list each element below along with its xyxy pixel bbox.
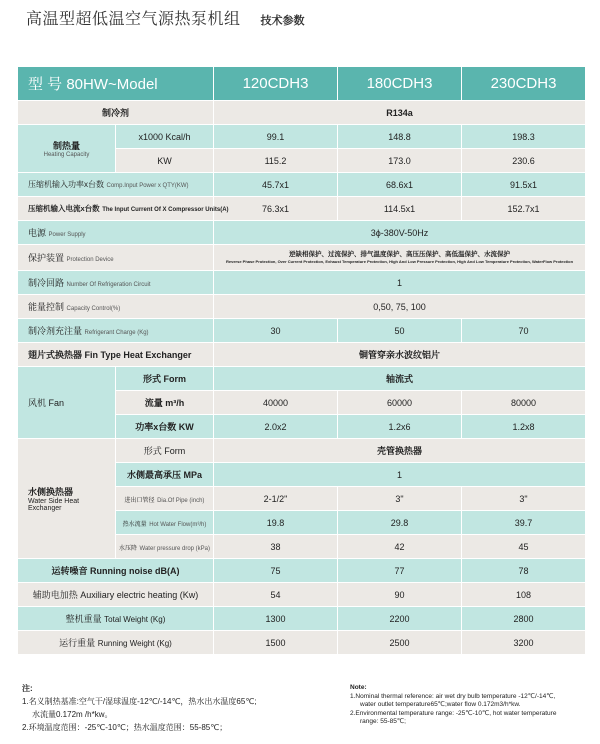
noise-2: 77	[338, 559, 462, 583]
fan-power-3: 1.2x8	[462, 415, 586, 439]
heating-unit-kw: KW	[116, 149, 214, 173]
fan-flow-1: 40000	[214, 391, 338, 415]
fan-power-1: 2.0x2	[214, 415, 338, 439]
fan-power-2: 1.2x6	[338, 415, 462, 439]
running-weight-label: 运行重量 Running Weight (Kg)	[18, 631, 214, 655]
table-row-running-weight	[18, 631, 586, 655]
whx-flow-label: 热水流量 Hot Water Flow(m³/h)	[116, 511, 214, 535]
heating-kcal-1: 99.1	[214, 125, 338, 149]
aux-heating-2: 90	[338, 583, 462, 607]
table-row-heating-kcal	[18, 125, 586, 149]
table-row-fan-form	[18, 367, 586, 391]
whx-pressure-label: 水侧最高承压 MPa	[116, 463, 214, 487]
whx-pressure-value: 1	[214, 463, 586, 487]
whx-drop-3: 45	[462, 535, 586, 559]
noise-label: 运转噪音 Running noise dB(A)	[18, 559, 214, 583]
running-weight-1: 1500	[214, 631, 338, 655]
circuits-label: 制冷回路 Number Of Refrigeration Circuit	[18, 271, 214, 295]
fin-hx-value: 铜管穿亲水波纹铝片	[214, 343, 586, 367]
comp-power-1: 45.7x1	[214, 173, 338, 197]
whx-flow-3: 39.7	[462, 511, 586, 535]
table-row-aux-heating	[18, 583, 586, 607]
charge-3: 70	[462, 319, 586, 343]
model-1: 120CDH3	[214, 67, 338, 101]
heating-kw-2: 173.0	[338, 149, 462, 173]
capacity-control-label: 能量控制 Capacity Control(%)	[18, 295, 214, 319]
total-weight-3: 2800	[462, 607, 586, 631]
table-row-comp-current	[18, 197, 586, 221]
table-row-refrigerant	[18, 101, 586, 125]
aux-heating-1: 54	[214, 583, 338, 607]
whx-pipe-3: 3"	[462, 487, 586, 511]
heating-capacity-label: 制热量 Heating Capacity	[18, 125, 116, 173]
table-row-whx-form	[18, 439, 586, 463]
fan-flow-3: 80000	[462, 391, 586, 415]
spec-table	[17, 66, 586, 655]
whx-drop-label: 水压降 Water pressure drop (kPa)	[116, 535, 214, 559]
model-3: 230CDH3	[462, 67, 586, 101]
charge-label: 制冷剂充注量 Refrigerant Charge (Kg)	[18, 319, 214, 343]
comp-power-3: 91.5x1	[462, 173, 586, 197]
table-header-row	[18, 67, 586, 101]
heating-kw-1: 115.2	[214, 149, 338, 173]
table-row-fin-hx	[18, 343, 586, 367]
protection-value: 逆缺相保护、过流保护、排气温度保护、高压压保护、高低温保护、水流保护 Reverse Phase Protection, Over Current Protection, Exhaust Temperature Protection, High And Low Pressure Protection, High And Low Temperature Protection, WaterFlow Protection	[214, 245, 586, 271]
table-row-total-weight	[18, 607, 586, 631]
aux-heating-label: 辅助电加热 Auxiliary electric heating (Kw)	[18, 583, 214, 607]
fan-form-label: 形式 Form	[116, 367, 214, 391]
aux-heating-3: 108	[462, 583, 586, 607]
table-row-capacity-control	[18, 295, 586, 319]
whx-drop-2: 42	[338, 535, 462, 559]
refrigerant-label: 制冷剂	[18, 101, 214, 125]
noise-3: 78	[462, 559, 586, 583]
comp-power-label: 压缩机输入功率x台数 Comp.Input Power x QTY(KW)	[18, 173, 214, 197]
heating-unit-kcal: x1000 Kcal/h	[116, 125, 214, 149]
refrigerant-value: R134a	[214, 101, 586, 125]
comp-current-2: 114.5x1	[338, 197, 462, 221]
notes-en: Note: 1.Nominal thermal reference: air wet dry bulb temperature -12℃/-14℃, water outlet temperature65℃;water flow 0.172m3/h*kw. 2.Environmental temperature range: -25℃-10℃, hot water temperature range: 55-85℃;	[350, 684, 557, 725]
water-hx-label: 水侧换热器 Water Side Heat Exchanger	[18, 439, 116, 559]
fan-flow-label: 流量 m³/h	[116, 391, 214, 415]
model-label: 型 号 80HW~Model	[18, 67, 214, 101]
total-weight-1: 1300	[214, 607, 338, 631]
heating-kcal-3: 198.3	[462, 125, 586, 149]
total-weight-2: 2200	[338, 607, 462, 631]
comp-current-label: 压缩机输入电流x台数 The Input Current Of X Compressor Units(A)	[18, 197, 214, 221]
whx-flow-1: 19.8	[214, 511, 338, 535]
whx-pipe-label: 进出口管径 Dia.Of Pipe (inch)	[116, 487, 214, 511]
comp-power-2: 68.6x1	[338, 173, 462, 197]
total-weight-label: 整机重量 Total Weight (Kg)	[18, 607, 214, 631]
page-subtitle: 技术参数	[260, 15, 305, 27]
whx-pipe-2: 3"	[338, 487, 462, 511]
table-row-protection	[18, 245, 586, 271]
whx-flow-2: 29.8	[338, 511, 462, 535]
table-row-comp-power	[18, 173, 586, 197]
noise-1: 75	[214, 559, 338, 583]
fan-form-value: 轴流式	[214, 367, 586, 391]
power-supply-value: 3ϕ-380V-50Hz	[214, 221, 586, 245]
table-row-noise	[18, 559, 586, 583]
whx-form-label: 形式 Form	[116, 439, 214, 463]
heating-kw-3: 230.6	[462, 149, 586, 173]
circuits-value: 1	[214, 271, 586, 295]
protection-label: 保护装置 Protection Device	[18, 245, 214, 271]
fan-flow-2: 60000	[338, 391, 462, 415]
whx-form-value: 壳管换热器	[214, 439, 586, 463]
page-title: 高温型超低温空气源热泵机组	[26, 11, 241, 28]
table-row-power-supply	[18, 221, 586, 245]
page-header	[26, 6, 305, 30]
model-2: 180CDH3	[338, 67, 462, 101]
table-row-charge	[18, 319, 586, 343]
comp-current-1: 76.3x1	[214, 197, 338, 221]
whx-drop-1: 38	[214, 535, 338, 559]
heating-kcal-2: 148.8	[338, 125, 462, 149]
charge-2: 50	[338, 319, 462, 343]
running-weight-3: 3200	[462, 631, 586, 655]
capacity-control-value: 0,50, 75, 100	[214, 295, 586, 319]
comp-current-3: 152.7x1	[462, 197, 586, 221]
fin-hx-label: 翅片式换热器 Fin Type Heat Exchanger	[18, 343, 214, 367]
power-supply-label: 电源 Power Supply	[18, 221, 214, 245]
running-weight-2: 2500	[338, 631, 462, 655]
table-row-circuits	[18, 271, 586, 295]
notes-cn: 注: 1.名义制热基准:空气干/湿球温度-12℃/-14℃，热水出水温度65℃; 水流量0.172m /h*kw。 2.环境温度范围：-25℃-10℃；热水温度范围：55-85℃；	[22, 684, 257, 732]
fan-label: 风机 Fan	[18, 367, 116, 439]
fan-power-label: 功率x台数 KW	[116, 415, 214, 439]
whx-pipe-1: 2-1/2"	[214, 487, 338, 511]
charge-1: 30	[214, 319, 338, 343]
